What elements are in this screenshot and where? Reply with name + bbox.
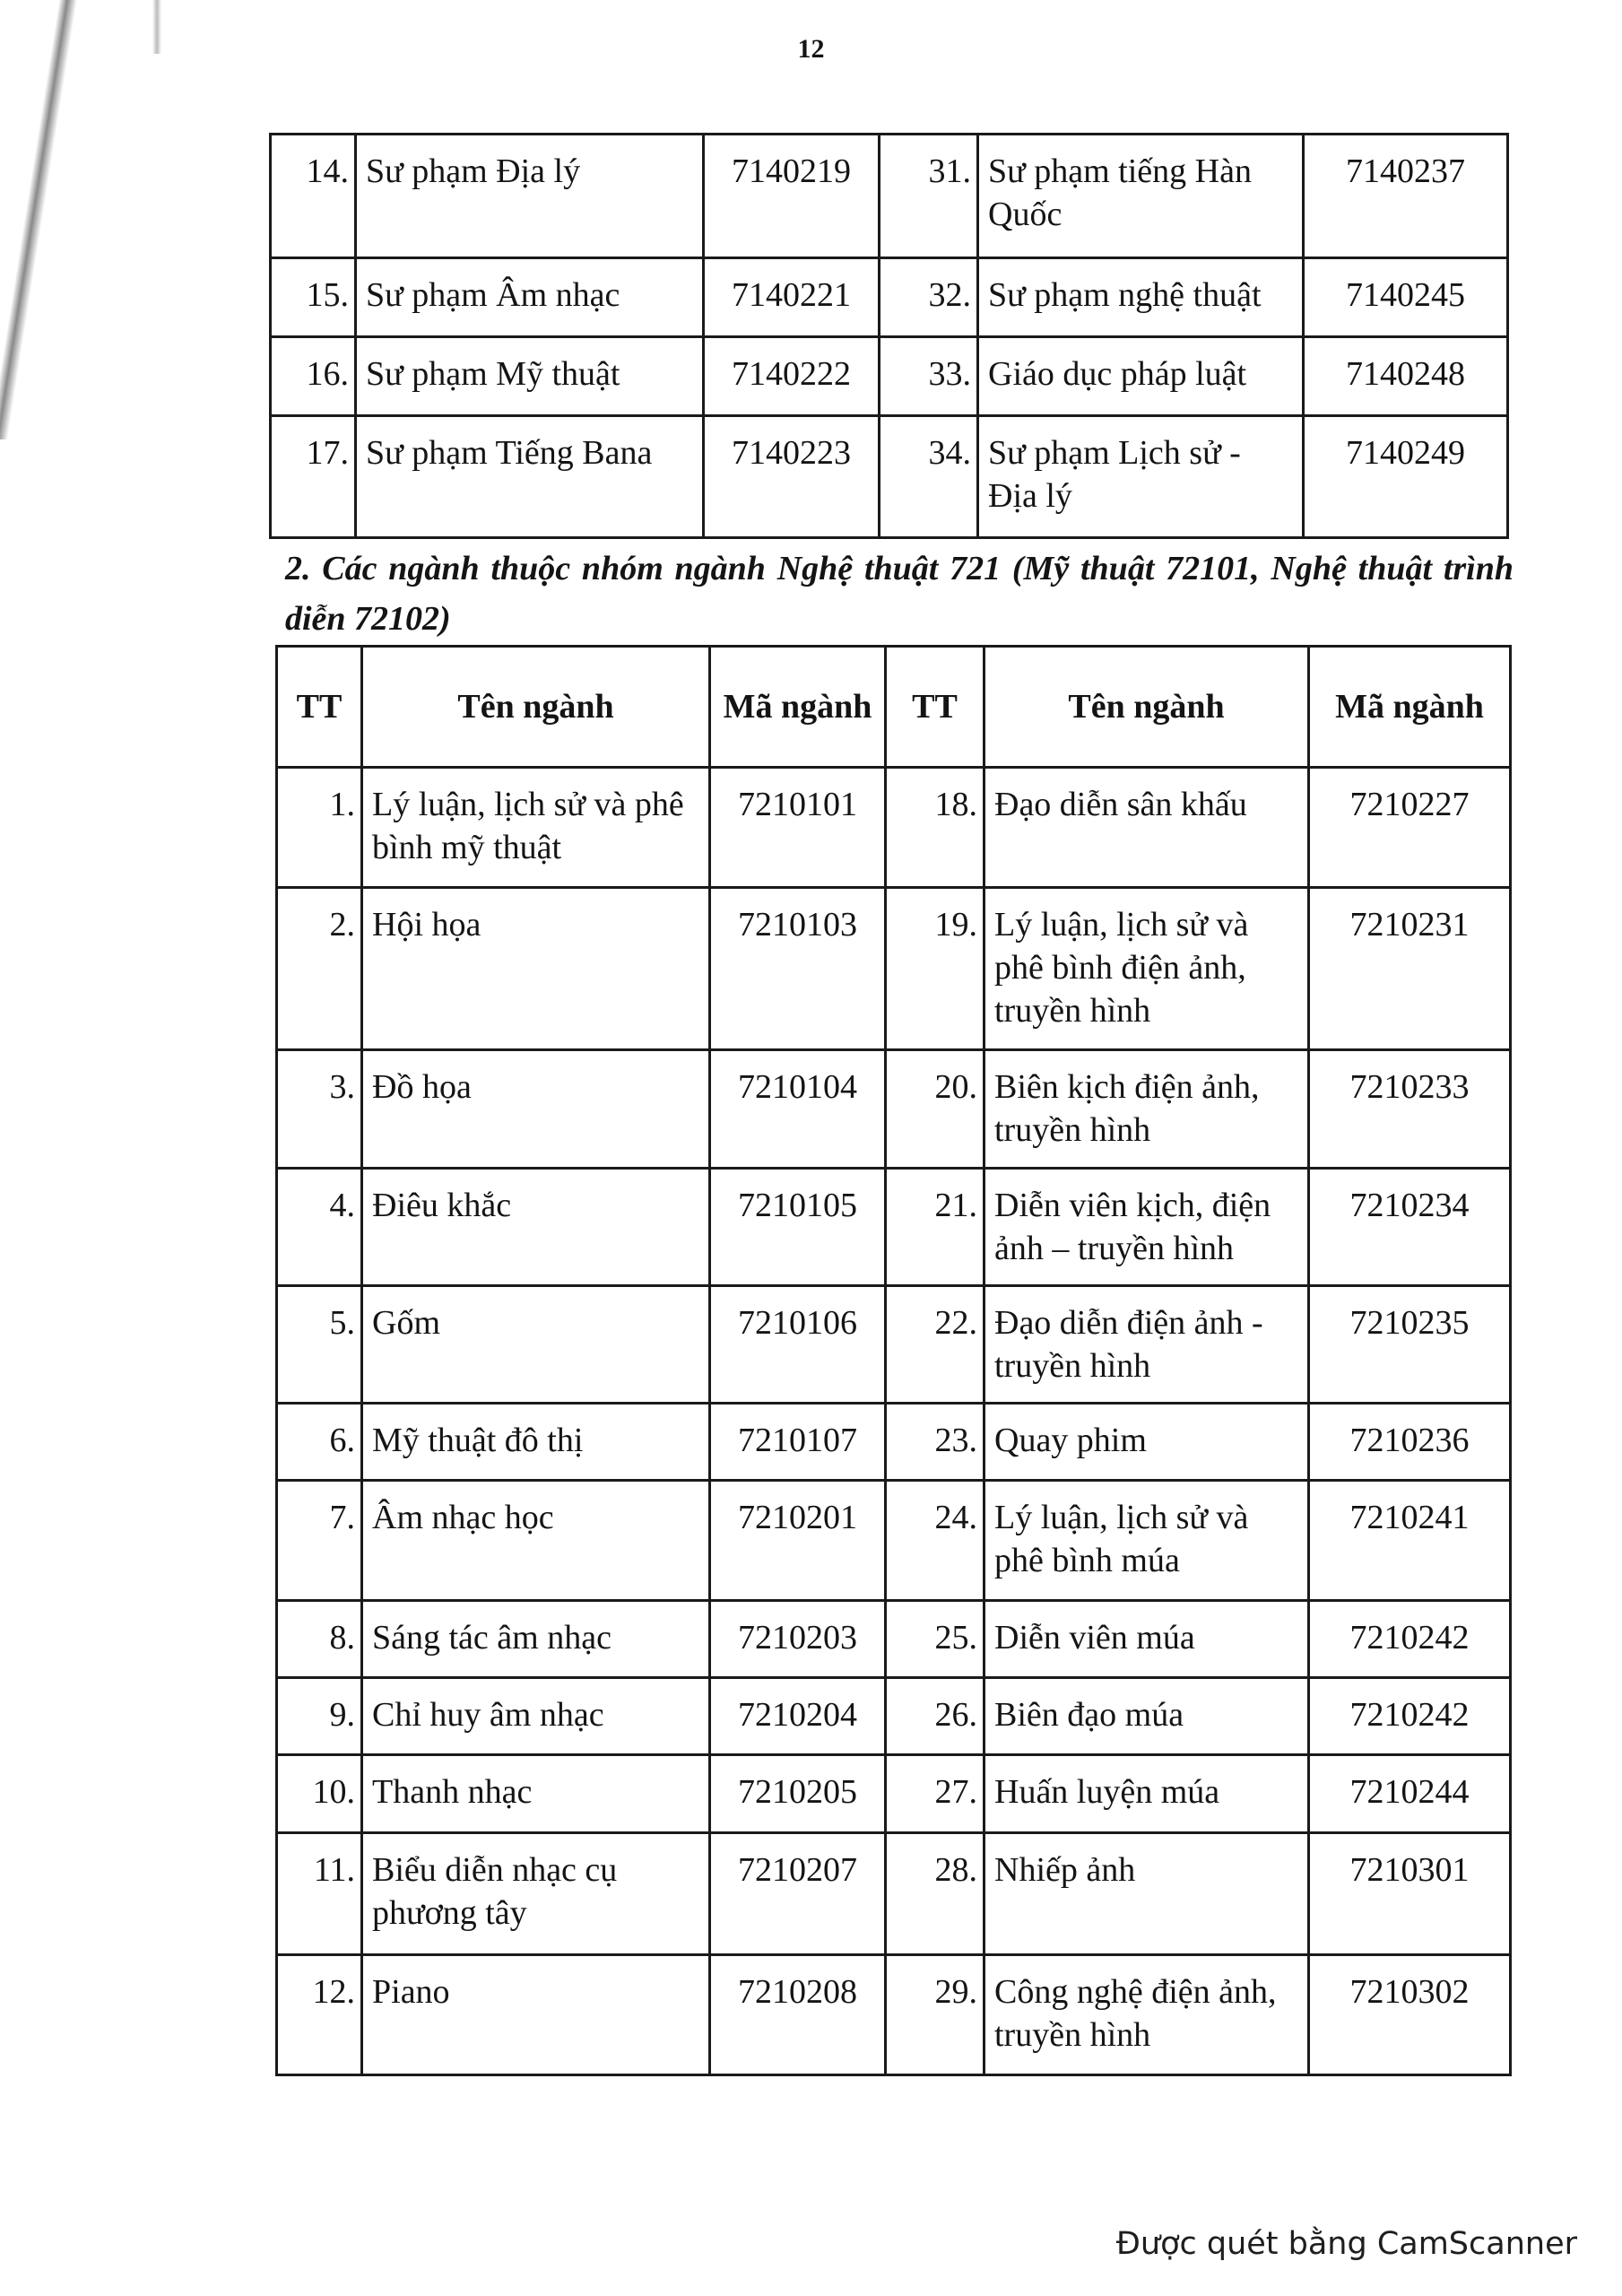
section-heading-arts: 2. Các ngành thuộc nhóm ngành Nghệ thuật 721 (Mỹ thuật 72101, Nghệ thuật trình diễn 72102) bbox=[285, 550, 1514, 638]
major-name: Công nghệ điện ảnh, truyền hình bbox=[984, 1955, 1309, 2075]
header-major-name: Tên ngành bbox=[984, 647, 1309, 768]
row-number: 16. bbox=[271, 337, 356, 416]
row-number: 12. bbox=[277, 1955, 362, 2075]
major-name: Nhiếp ảnh bbox=[984, 1833, 1309, 1955]
major-code: 7140219 bbox=[704, 135, 880, 258]
major-name: Biên kịch điện ảnh, truyền hình bbox=[984, 1050, 1309, 1169]
row-number: 20. bbox=[886, 1050, 984, 1169]
major-name: Piano bbox=[362, 1955, 710, 2075]
table-row bbox=[271, 337, 1508, 416]
row-number: 4. bbox=[277, 1169, 362, 1286]
header-major-code: Mã ngành bbox=[710, 647, 886, 768]
camscanner-watermark: Được quét bằng CamScanner bbox=[1115, 2226, 1577, 2262]
major-name: Sáng tác âm nhạc bbox=[362, 1601, 710, 1678]
row-number: 21. bbox=[886, 1169, 984, 1286]
major-code: 7140249 bbox=[1304, 416, 1508, 538]
row-number: 29. bbox=[886, 1955, 984, 2075]
major-code: 7210231 bbox=[1309, 888, 1511, 1050]
table-row bbox=[277, 1601, 1511, 1678]
page-number: 12 bbox=[797, 34, 825, 64]
row-number: 22. bbox=[886, 1286, 984, 1404]
major-name: Lý luận, lịch sử và phê bình điện ảnh, truyền hình bbox=[984, 888, 1309, 1050]
row-number: 7. bbox=[277, 1481, 362, 1601]
major-name: Hội họa bbox=[362, 888, 710, 1050]
major-code: 7210233 bbox=[1309, 1050, 1511, 1169]
major-name: Sư phạm Tiếng Bana bbox=[356, 416, 704, 538]
major-name: Gốm bbox=[362, 1286, 710, 1404]
table-row bbox=[271, 416, 1508, 538]
major-name: Sư phạm tiếng Hàn Quốc bbox=[978, 135, 1304, 258]
major-code: 7210207 bbox=[710, 1833, 886, 1955]
major-code: 7140223 bbox=[704, 416, 880, 538]
major-code: 7210201 bbox=[710, 1481, 886, 1601]
major-name: Mỹ thuật đô thị bbox=[362, 1404, 710, 1481]
major-code: 7140221 bbox=[704, 258, 880, 337]
row-number: 19. bbox=[886, 888, 984, 1050]
major-name: Sư phạm Mỹ thuật bbox=[356, 337, 704, 416]
major-name: Diễn viên kịch, điện ảnh – truyền hình bbox=[984, 1169, 1309, 1286]
major-name: Giáo dục pháp luật bbox=[978, 337, 1304, 416]
row-number: 26. bbox=[886, 1678, 984, 1755]
header-tt: TT bbox=[886, 647, 984, 768]
major-code: 7140245 bbox=[1304, 258, 1508, 337]
row-number: 27. bbox=[886, 1755, 984, 1833]
row-number: 25. bbox=[886, 1601, 984, 1678]
table-row bbox=[277, 1050, 1511, 1169]
table-row bbox=[277, 888, 1511, 1050]
table-header-row bbox=[277, 647, 1511, 768]
arts-majors-table bbox=[275, 645, 1512, 2076]
major-code: 7140248 bbox=[1304, 337, 1508, 416]
row-number: 15. bbox=[271, 258, 356, 337]
major-code: 7210236 bbox=[1309, 1404, 1511, 1481]
row-number: 31. bbox=[880, 135, 978, 258]
row-number: 34. bbox=[880, 416, 978, 538]
row-number: 23. bbox=[886, 1404, 984, 1481]
table-row bbox=[277, 1833, 1511, 1955]
table-row bbox=[277, 1169, 1511, 1286]
major-code: 7210205 bbox=[710, 1755, 886, 1833]
row-number: 32. bbox=[880, 258, 978, 337]
major-code: 7210244 bbox=[1309, 1755, 1511, 1833]
major-name: Thanh nhạc bbox=[362, 1755, 710, 1833]
row-number: 1. bbox=[277, 768, 362, 888]
major-code: 7210106 bbox=[710, 1286, 886, 1404]
major-code: 7210107 bbox=[710, 1404, 886, 1481]
table-row bbox=[277, 1481, 1511, 1601]
major-name: Biên đạo múa bbox=[984, 1678, 1309, 1755]
major-name: Diễn viên múa bbox=[984, 1601, 1309, 1678]
row-number: 8. bbox=[277, 1601, 362, 1678]
major-name: Lý luận, lịch sử và phê bình múa bbox=[984, 1481, 1309, 1601]
table-row bbox=[277, 768, 1511, 888]
major-code: 7210204 bbox=[710, 1678, 886, 1755]
scan-shadow-edge bbox=[0, 0, 77, 439]
major-code: 7140222 bbox=[704, 337, 880, 416]
major-name: Chỉ huy âm nhạc bbox=[362, 1678, 710, 1755]
row-number: 18. bbox=[886, 768, 984, 888]
row-number: 2. bbox=[277, 888, 362, 1050]
major-name: Sư phạm nghệ thuật bbox=[978, 258, 1304, 337]
major-code: 7210302 bbox=[1309, 1955, 1511, 2075]
major-code: 7210242 bbox=[1309, 1601, 1511, 1678]
major-code: 7210227 bbox=[1309, 768, 1511, 888]
row-number: 9. bbox=[277, 1678, 362, 1755]
table-row bbox=[271, 258, 1508, 337]
row-number: 24. bbox=[886, 1481, 984, 1601]
row-number: 11. bbox=[277, 1833, 362, 1955]
table-row bbox=[277, 1286, 1511, 1404]
major-name: Đồ họa bbox=[362, 1050, 710, 1169]
major-code: 7210235 bbox=[1309, 1286, 1511, 1404]
major-name: Sư phạm Âm nhạc bbox=[356, 258, 704, 337]
row-number: 33. bbox=[880, 337, 978, 416]
row-number: 3. bbox=[277, 1050, 362, 1169]
major-name: Quay phim bbox=[984, 1404, 1309, 1481]
table-row bbox=[271, 135, 1508, 258]
table-row bbox=[277, 1678, 1511, 1755]
major-name: Biểu diễn nhạc cụ phương tây bbox=[362, 1833, 710, 1955]
major-code: 7210301 bbox=[1309, 1833, 1511, 1955]
header-major-code: Mã ngành bbox=[1309, 647, 1511, 768]
major-code: 7210104 bbox=[710, 1050, 886, 1169]
row-number: 17. bbox=[271, 416, 356, 538]
major-name: Đạo diễn sân khấu bbox=[984, 768, 1309, 888]
major-code: 7210203 bbox=[710, 1601, 886, 1678]
major-name: Sư phạm Lịch sử - Địa lý bbox=[978, 416, 1304, 538]
major-code: 7210208 bbox=[710, 1955, 886, 2075]
row-number: 10. bbox=[277, 1755, 362, 1833]
major-name: Âm nhạc học bbox=[362, 1481, 710, 1601]
major-code: 7210242 bbox=[1309, 1678, 1511, 1755]
major-code: 7210105 bbox=[710, 1169, 886, 1286]
row-number: 6. bbox=[277, 1404, 362, 1481]
header-major-name: Tên ngành bbox=[362, 647, 710, 768]
major-name: Sư phạm Địa lý bbox=[356, 135, 704, 258]
major-name: Huấn luyện múa bbox=[984, 1755, 1309, 1833]
major-code: 7140237 bbox=[1304, 135, 1508, 258]
table-row bbox=[277, 1955, 1511, 2075]
row-number: 5. bbox=[277, 1286, 362, 1404]
major-name: Đạo diễn điện ảnh - truyền hình bbox=[984, 1286, 1309, 1404]
major-code: 7210234 bbox=[1309, 1169, 1511, 1286]
major-code: 7210101 bbox=[710, 768, 886, 888]
table-row bbox=[277, 1404, 1511, 1481]
row-number: 14. bbox=[271, 135, 356, 258]
major-name: Lý luận, lịch sử và phê bình mỹ thuật bbox=[362, 768, 710, 888]
header-tt: TT bbox=[277, 647, 362, 768]
table-row bbox=[277, 1755, 1511, 1833]
major-code: 7210103 bbox=[710, 888, 886, 1050]
majors-table-continued bbox=[269, 133, 1509, 539]
major-code: 7210241 bbox=[1309, 1481, 1511, 1601]
major-name: Điêu khắc bbox=[362, 1169, 710, 1286]
row-number: 28. bbox=[886, 1833, 984, 1955]
